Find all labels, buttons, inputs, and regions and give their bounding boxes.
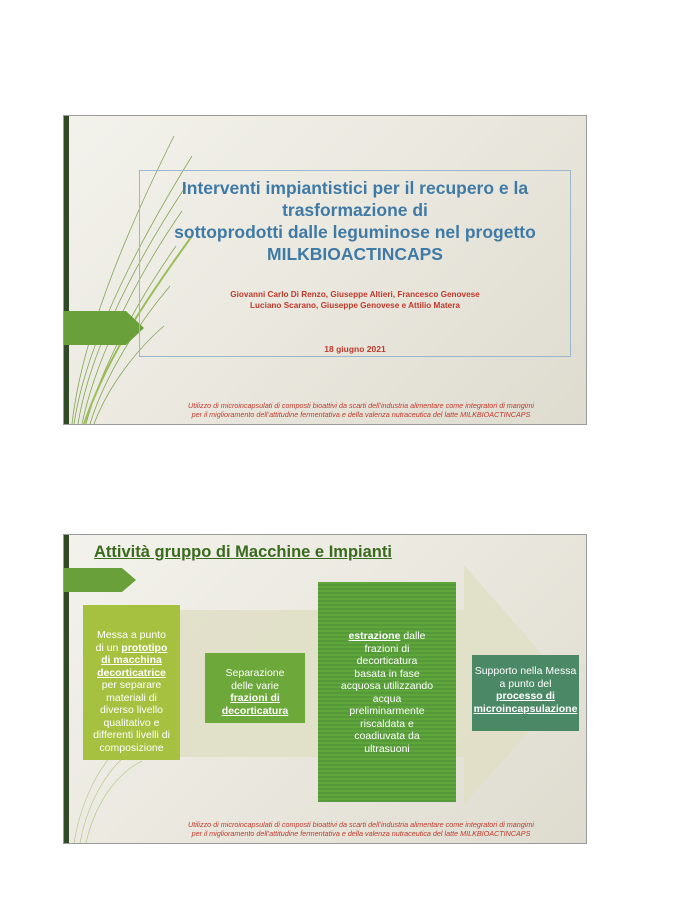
title-line: trasformazione di	[282, 200, 428, 220]
footer-line: Utilizzo di microincapsulati di composti bioattivi da scarti dell’industria alimentare come integratori di mangimi	[188, 401, 534, 410]
title-line: Interventi impiantistici per il recupero e la	[181, 178, 529, 198]
box-text: delle varie	[231, 679, 279, 692]
box-text: preliminarmente	[349, 705, 425, 717]
footer-line: Utilizzo di microincapsulati di composti bioattivi da scarti dell’industria alimentare come integratori di mangimi	[188, 820, 534, 829]
box-bold-text: estrazione	[348, 630, 401, 642]
box-text: acqua	[372, 692, 402, 705]
box-text: Supporto nella Messa	[474, 665, 577, 677]
activity-box-extraction	[318, 582, 456, 802]
box-text-line	[472, 703, 579, 716]
box-text-line	[83, 654, 180, 667]
box-text: decorticatura	[356, 655, 418, 667]
activity-box-microencapsulation	[472, 655, 579, 731]
box-text: differenti livelli di	[93, 729, 170, 741]
box-text-line	[472, 690, 579, 703]
box-text: acquosa utilizzando	[340, 680, 434, 692]
box-text-line	[205, 692, 305, 705]
box-bold-text: prototipo	[121, 641, 168, 654]
box-text: diverso livello	[99, 704, 164, 716]
author-line: Luciano Scarano, Giuseppe Genovese e Attilio Matera	[250, 301, 460, 310]
box-text: ultrasuoni	[364, 742, 410, 755]
box-bold-text: frazioni di	[230, 692, 280, 704]
box-text: materiali di	[106, 691, 157, 704]
box-text: per separare	[101, 679, 162, 691]
box-bold-text: decorticatrice	[97, 666, 166, 679]
slide-footer	[144, 401, 578, 419]
left-accent-bar	[64, 116, 69, 424]
box-text: a punto del	[499, 677, 552, 690]
slide-footer	[144, 820, 578, 838]
box-text: dalle	[400, 630, 426, 642]
authors	[140, 289, 570, 311]
box-text: qualitativo e	[103, 716, 160, 729]
box-text: basata in fase	[354, 667, 420, 680]
footer-line: per il miglioramento dell’attitudine fermentativa e della valenza nutraceutica del latte MILKBIOACTINCAPS	[191, 410, 531, 419]
title-line: MILKBIOACTINCAPS	[267, 244, 443, 264]
footer-line: per il miglioramento dell’attitudine fermentativa e della valenza nutraceutica del latte MILKBIOACTINCAPS	[191, 829, 531, 838]
box-text: composizione	[99, 741, 164, 754]
title-box	[139, 170, 571, 357]
presentation-title	[140, 177, 570, 265]
box-text: coadiuvata da	[354, 730, 420, 742]
box-bold-text: di macchina	[101, 654, 162, 666]
author-line: Giovanni Carlo Di Renzo, Giuseppe Altieri, Francesco Genovese	[230, 290, 480, 299]
box-text: di un	[95, 641, 122, 654]
box-text: Separazione	[225, 667, 285, 679]
box-text-line	[205, 705, 305, 718]
box-text: frazioni di	[364, 642, 410, 655]
box-bold-text: processo di	[496, 690, 555, 702]
slide-title: Attività gruppo di Macchine e Impianti	[94, 543, 392, 561]
presentation-date: 18 giugno 2021	[324, 344, 386, 354]
slide-1	[64, 116, 586, 424]
activity-box-separation	[205, 653, 305, 723]
arrow-tab	[64, 311, 144, 345]
box-bold-text: decorticatura	[221, 704, 289, 717]
slide-2	[64, 535, 586, 843]
box-bold-text: microincapsulazione	[473, 702, 578, 715]
box-text-line	[83, 642, 180, 655]
box-text: Messa a punto	[97, 629, 166, 641]
box-text: riscaldata e	[360, 717, 414, 730]
box-text-line	[83, 667, 180, 680]
box-text-line	[318, 630, 456, 643]
activity-box-prototype	[83, 605, 180, 760]
title-line: sottoprodotti dalle leguminose nel progetto	[174, 222, 536, 242]
